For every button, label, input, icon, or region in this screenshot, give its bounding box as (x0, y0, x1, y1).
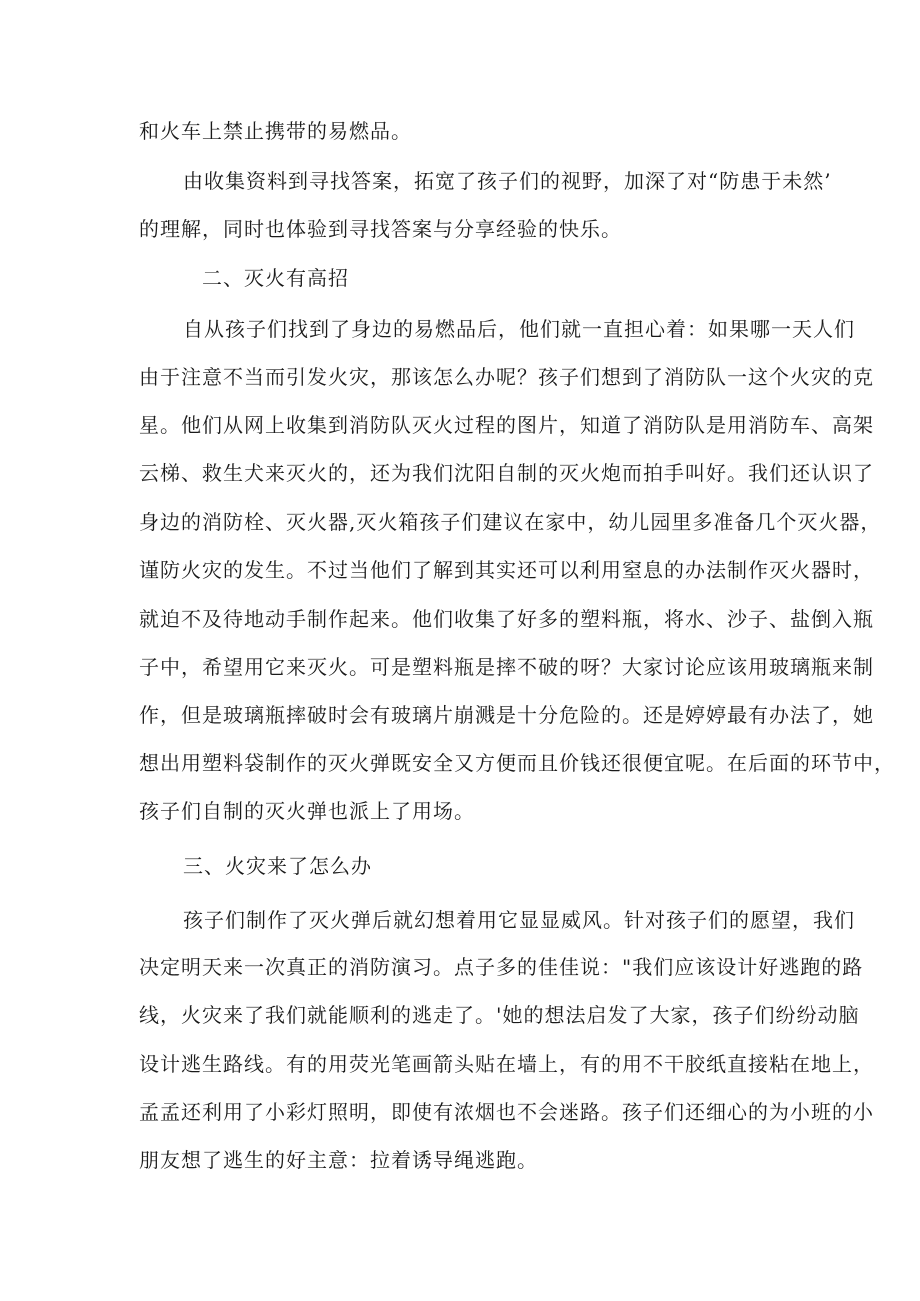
paragraph-line: 子中，希望用它来灭火。可是塑料瓶是摔不破的呀？大家讨论应该用玻璃瓶来制 (139, 655, 874, 679)
paragraph-line: 作，但是玻璃瓶摔破时会有玻璃片崩溅是十分危险的。还是婷婷最有办法了，她 (139, 703, 874, 727)
paragraph-line: 决定明天来一次真正的消防演习。点子多的佳佳说："我们应该设计好逃跑的路 (139, 955, 864, 979)
paragraph-line: 和火车上禁止携带的易燃品。 (139, 119, 412, 143)
paragraph-line: 身边的消防栓、灭火器,灭火箱孩子们建议在家中，幼儿园里多准备几个灭火器， (139, 510, 882, 534)
paragraph-line: 设计逃生路线。有的用荧光笔画箭头贴在墙上，有的用不干胶纸直接粘在地上， (139, 1052, 874, 1076)
paragraph-line: 云梯、救生犬来灭火的，还为我们沈阳自制的灭火炮而拍手叫好。我们还认识了 (139, 461, 874, 485)
section-heading-2: 二、灭火有高招 (202, 266, 349, 290)
paragraph-line: 孟孟还利用了小彩灯照明，即使有浓烟也不会迷路。孩子们还细心的为小班的小 (139, 1100, 874, 1124)
section-heading-3: 三、火灾来了怎么办 (183, 854, 372, 878)
paragraph-line: 就迫不及待地动手制作起来。他们收集了好多的塑料瓶，将水、沙子、盐倒入瓶 (139, 607, 874, 631)
paragraph-line: 孩子们制作了灭火弹后就幻想着用它显显威风。针对孩子们的愿望，我们 (183, 908, 855, 932)
paragraph-line: 孩子们自制的灭火弹也派上了用场。 (139, 799, 475, 823)
paragraph-line: 想出用塑料袋制作的灭火弹既安全又方便而且价钱还很便宜呢。在后面的环节中， (139, 751, 895, 775)
paragraph-line: 星。他们从网上收集到消防队灭火过程的图片，知道了消防队是用消防车、高架 (139, 413, 874, 437)
paragraph-line: 的理解，同时也体验到寻找答案与分享经验的快乐。 (139, 217, 622, 241)
paragraph-line: 线，火灾来了我们就能顺利的逃走了。'她的想法启发了大家，孩子们纷纷动脑 (139, 1003, 860, 1027)
paragraph-line: 朋友想了逃生的好主意：拉着诱导绳逃跑。 (139, 1148, 538, 1172)
paragraph-line: 由收集资料到寻找答案，拓宽了孩子们的视野，加深了对“防患于未然’ (183, 169, 832, 193)
paragraph-line: 谨防火灾的发生。不过当他们了解到其实还可以利用窒息的办法制作灭火器时， (139, 558, 874, 582)
paragraph-line: 由于注意不当而引发火灾，那该怎么办呢？孩子们想到了消防队一这个火灾的克 (139, 365, 874, 389)
paragraph-line: 自从孩子们找到了身边的易燃品后，他们就一直担心着：如果哪一天人们 (183, 317, 855, 341)
